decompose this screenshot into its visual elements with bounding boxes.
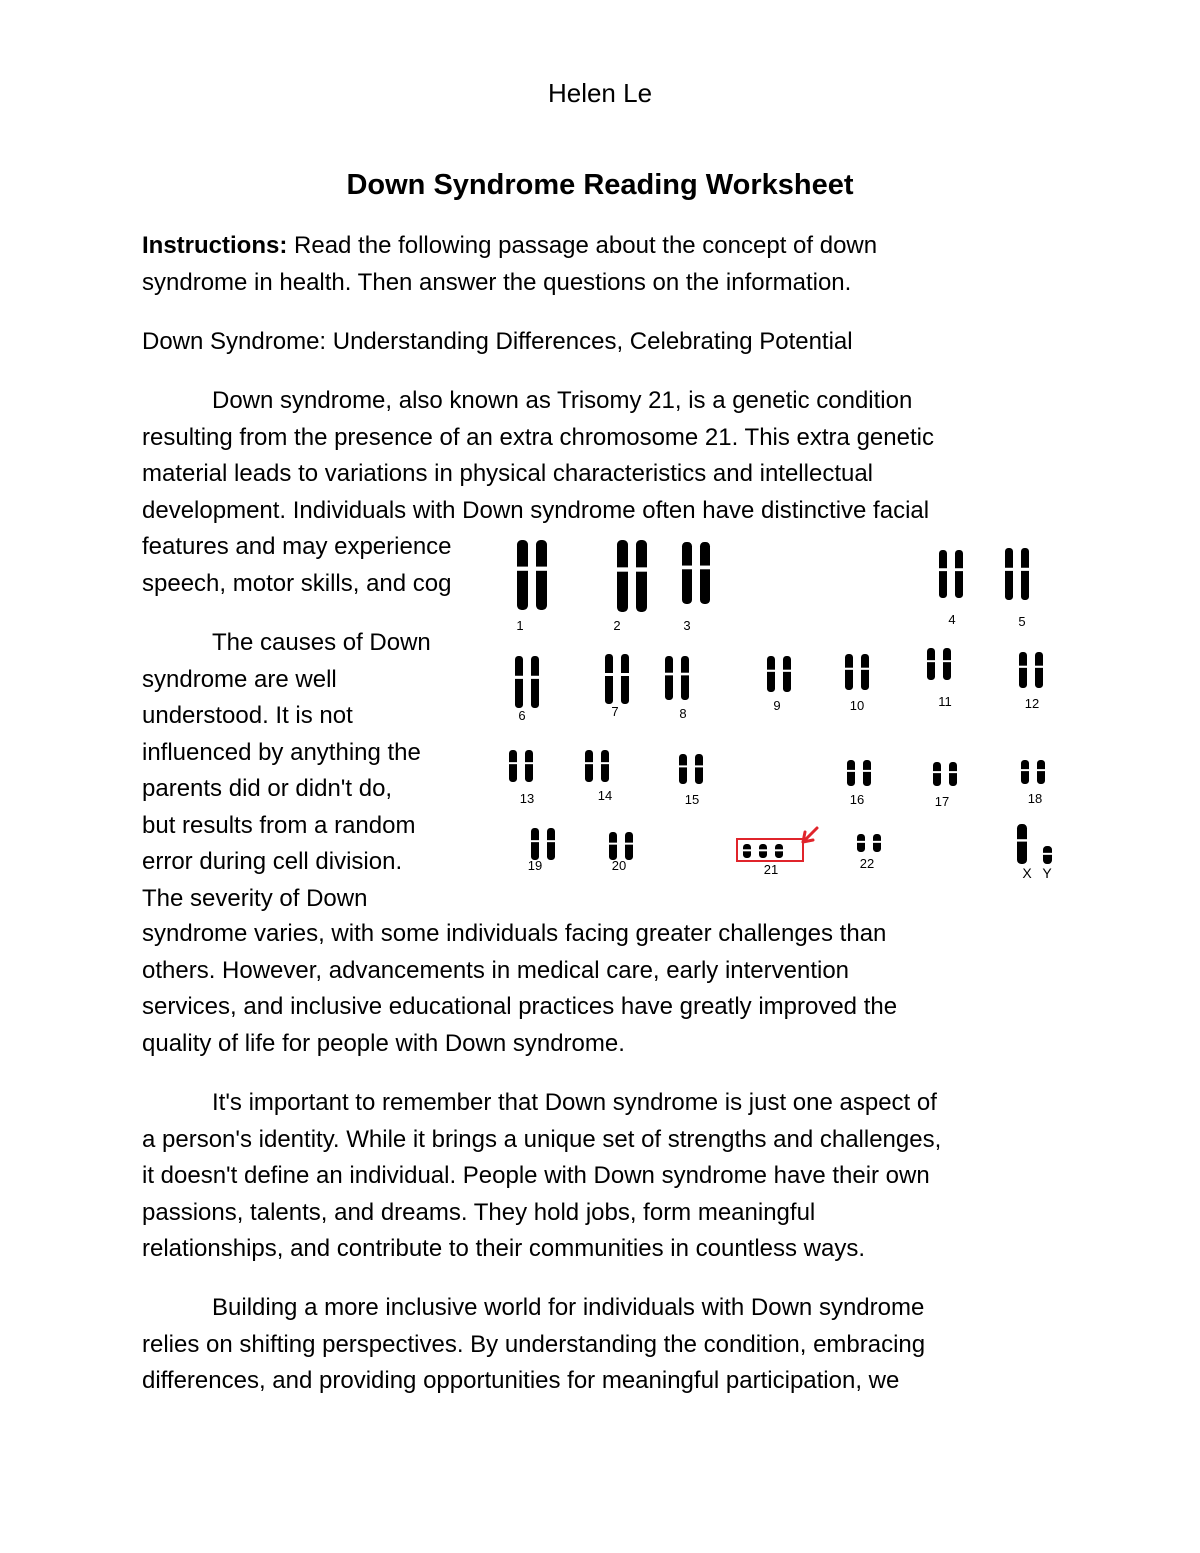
chromosome-11-2	[943, 648, 951, 680]
chromosome-8-2	[681, 656, 689, 700]
paragraph-3-line: it doesn't define an individual. People with Down syndrome have their own	[142, 1162, 930, 1189]
chromosome-7-2	[621, 654, 629, 704]
chromosome-label-2: 2	[613, 618, 621, 633]
paragraph-2-line: The causes of Down	[212, 629, 431, 656]
chromosome-12-2	[1035, 652, 1043, 688]
trisomy-21-arrow-icon	[803, 828, 817, 842]
paragraph-2-line: understood. It is not	[142, 702, 353, 729]
author-name: Helen Le	[547, 78, 653, 108]
chromosome-10-1	[845, 654, 853, 690]
chromosome-10-2	[861, 654, 869, 690]
chromosome-label-5: 5	[1018, 614, 1026, 629]
paragraph-3-line: It's important to remember that Down syndrome is just one aspect of	[212, 1089, 937, 1116]
paragraph-2-line: services, and inclusive educational practices have greatly improved the	[142, 993, 898, 1020]
chromosome-6-1	[515, 656, 523, 708]
chromosome-X	[1017, 824, 1027, 864]
instructions-text-1: Read the following passage about the concept of down	[287, 232, 878, 259]
chromosome-label-20: 20	[611, 858, 627, 873]
chromosome-11-1	[927, 648, 935, 680]
paragraph-2-line: syndrome varies, with some individuals facing greater challenges than	[142, 920, 887, 947]
chromosome-label-14: 14	[597, 788, 613, 803]
paragraph-1-line: Down syndrome, also known as Trisomy 21, is a genetic condition	[212, 387, 913, 414]
chromosome-2-2	[636, 540, 647, 612]
chromosome-4-1	[939, 550, 947, 598]
chromosome-3-2	[700, 542, 710, 604]
chromosome-4-2	[955, 550, 963, 598]
karyotype-image	[487, 528, 1061, 884]
instructions-text-2: syndrome in health. Then answer the questions on the information.	[142, 268, 852, 296]
chromosome-label-18: 18	[1027, 791, 1043, 806]
chromosome-label-8: 8	[679, 706, 687, 721]
chromosome-label-6: 6	[518, 708, 526, 723]
paragraph-1-line: material leads to variations in physical characteristics and intellectual	[142, 460, 874, 487]
chromosome-22-2	[873, 834, 881, 852]
paragraph-1-line: features and may experience	[142, 533, 452, 560]
chromosome-18-1	[1021, 760, 1029, 784]
chromosome-13-1	[509, 750, 517, 782]
chromosome-label-21: 21	[763, 862, 779, 877]
chromosome-8-1	[665, 656, 673, 700]
chromosome-label-16: 16	[849, 792, 865, 807]
chromosome-5-1	[1005, 548, 1013, 600]
paragraph-2-line: error during cell division.	[142, 848, 403, 875]
chromosome-label-9: 9	[773, 698, 781, 713]
chromosome-19-2	[547, 828, 555, 860]
paragraph-3-line: passions, talents, and dreams. They hold jobs, form meaningful	[142, 1198, 816, 1226]
chromosome-1-1	[517, 540, 528, 610]
paragraph-4-line: differences, and providing opportunities for meaningful participation, we	[142, 1367, 900, 1394]
chromosome-7-1	[605, 654, 613, 704]
chromosome-label-11: 11	[938, 694, 952, 709]
paragraph-2-line: quality of life for people with Down syndrome.	[142, 1029, 625, 1057]
paragraph-2-line: parents did or didn't do,	[142, 775, 393, 802]
chromosome-3-1	[682, 542, 692, 604]
chromosome-label-Y: Y	[1042, 865, 1052, 881]
paragraph-1-line: resulting from the presence of an extra chromosome 21. This extra genetic	[142, 423, 934, 451]
paragraph-4-line: relies on shifting perspectives. By understanding the condition, embracing	[142, 1330, 926, 1358]
chromosome-21-3	[775, 844, 783, 858]
paragraph-4-line: Building a more inclusive world for individuals with Down syndrome	[212, 1294, 925, 1321]
paragraph-4	[142, 1290, 1062, 1400]
chromosome-22-1	[857, 834, 865, 852]
chromosome-label-17: 17	[934, 794, 950, 809]
chromosome-label-3: 3	[683, 618, 691, 633]
paragraph-1-line: speech, motor skills, and cog	[142, 569, 452, 597]
worksheet-title: Down Syndrome Reading Worksheet	[346, 169, 854, 201]
chromosome-14-1	[585, 750, 593, 782]
chromosome-21-1	[743, 844, 751, 858]
chromosome-17-2	[949, 762, 957, 786]
paragraph-1-line: development. Individuals with Down syndrome often have distinctive facial	[142, 496, 930, 524]
chromosome-9-2	[783, 656, 791, 692]
chromosome-label-4: 4	[948, 612, 956, 627]
chromosome-17-1	[933, 762, 941, 786]
chromosome-15-2	[695, 754, 703, 784]
chromosome-label-12: 12	[1024, 696, 1040, 711]
chromosome-13-2	[525, 750, 533, 782]
paragraph-2-line: influenced by anything the	[142, 738, 421, 766]
chromosome-label-7: 7	[611, 704, 619, 719]
chromosome-1-2	[536, 540, 547, 610]
passage-subtitle: Down Syndrome: Understanding Differences, Celebrating Potential	[142, 328, 853, 355]
paragraph-2-line: but results from a random	[142, 811, 416, 839]
chromosome-20-1	[609, 832, 617, 860]
chromosome-label-1: 1	[516, 618, 524, 633]
paragraph-2-line: others. However, advancements in medical care, early intervention	[142, 956, 850, 984]
chromosome-16-1	[847, 760, 855, 786]
chromosome-label-15: 15	[684, 792, 700, 807]
chromosome-label-22: 22	[859, 856, 875, 871]
paragraph-3	[142, 1085, 1062, 1268]
chromosome-20-2	[625, 832, 633, 860]
instructions-label: Instructions:	[142, 232, 288, 259]
chromosome-label-13: 13	[519, 791, 535, 806]
chromosome-label-10: 10	[849, 698, 865, 713]
paragraph-3-line: relationships, and contribute to their communities in countless ways.	[142, 1235, 866, 1262]
chromosome-2-1	[617, 540, 628, 612]
chromosome-14-2	[601, 750, 609, 782]
chromosome-label-X: X	[1022, 865, 1032, 881]
paragraph-2-line: The severity of Down	[142, 884, 368, 912]
paragraph-2-wrapped	[142, 625, 472, 917]
paragraph-2-line: syndrome are well	[142, 665, 337, 693]
chromosome-6-2	[531, 656, 539, 708]
chromosome-18-2	[1037, 760, 1045, 784]
chromosome-9-1	[767, 656, 775, 692]
karyotype-figure	[487, 528, 1061, 884]
chromosome-15-1	[679, 754, 687, 784]
instructions	[142, 228, 1042, 301]
chromosome-16-2	[863, 760, 871, 786]
paragraph-2-full-width	[142, 916, 1062, 1062]
paragraph-3-line: a person's identity. While it brings a unique set of strengths and challenges,	[142, 1125, 942, 1153]
chromosome-12-1	[1019, 652, 1027, 688]
chromosome-5-2	[1021, 548, 1029, 600]
chromosome-label-19: 19	[527, 858, 543, 873]
chromosome-Y	[1043, 846, 1052, 864]
chromosome-19-1	[531, 828, 539, 860]
chromosome-21-2	[759, 844, 767, 858]
